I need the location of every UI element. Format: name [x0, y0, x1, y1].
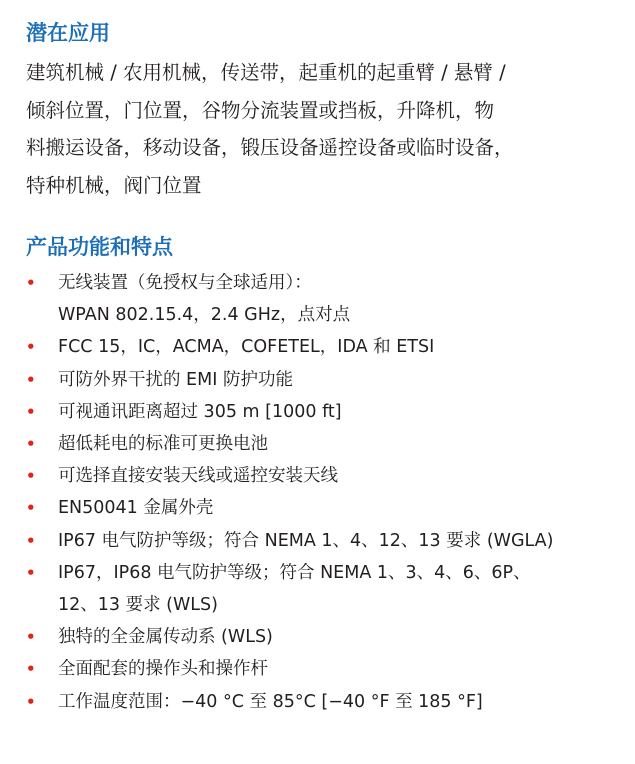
feature-item: [26, 396, 630, 428]
applications-heading: 潜在应用: [26, 21, 110, 45]
bullet-icon: •: [26, 402, 36, 421]
feature-item: [26, 460, 630, 492]
features-list: [26, 267, 630, 718]
feature-item: [26, 331, 630, 363]
feature-line: FCC 15，IC，ACMA，COFETEL，IDA 和 ETSI: [58, 337, 435, 358]
features-heading: 产品功能和特点: [26, 235, 173, 259]
bullet-icon: •: [26, 563, 36, 582]
feature-line: 可防外界干扰的 EMI 防护功能: [58, 369, 293, 390]
feature-item: [26, 621, 630, 653]
bullet-icon: •: [26, 338, 36, 357]
applications-line: 倾斜位置，门位置，谷物分流装置或挡板，升降机，物: [26, 98, 495, 122]
feature-item: [26, 653, 630, 685]
applications-line: 料搬运设备，移动设备，锻压设备遥控设备或临时设备，: [26, 136, 514, 159]
feature-line: 全面配套的操作头和操作杆: [58, 659, 268, 680]
feature-line: 可选择直接安装天线或遥控安装天线: [58, 466, 338, 487]
bullet-icon: •: [26, 660, 36, 679]
feature-line: 可视通讯距离超过 305 m [1000 ft]: [58, 401, 342, 422]
feature-line: 工作温度范围：−40 °C 至 85°C [−40 °F 至 185 °F]: [58, 691, 483, 712]
bullet-icon: •: [26, 274, 36, 292]
feature-line: IP67，IP68 电气防护等级；符合 NEMA 1、3、4、6、6P、: [58, 562, 531, 583]
feature-item: [26, 525, 630, 557]
bullet-icon: •: [26, 531, 36, 550]
feature-item: [26, 428, 630, 460]
feature-line: 12、13 要求 (WLS): [58, 595, 218, 616]
bullet-icon: •: [26, 435, 36, 454]
feature-line: 超低耗电的标准可更换电池: [58, 434, 268, 455]
feature-line: WPAN 802.15.4，2.4 GHz，点对点: [58, 305, 351, 326]
feature-item: [26, 686, 630, 718]
feature-line: IP67 电气防护等级；符合 NEMA 1、4、12、13 要求 (WGLA): [58, 530, 554, 551]
bullet-icon: •: [26, 467, 36, 486]
feature-item: [26, 557, 630, 621]
applications-paragraph: [26, 54, 626, 204]
feature-item: [26, 364, 630, 396]
bullet-icon: •: [26, 628, 36, 647]
feature-item: [26, 267, 630, 331]
applications-line: 建筑机械 / 农用机械，传送带，起重机的起重臂 / 悬臂 /: [26, 61, 506, 84]
feature-item: [26, 492, 630, 524]
feature-line: EN50041 金属外壳: [58, 498, 214, 519]
applications-line: 特种机械，阀门位置: [26, 173, 202, 197]
bullet-icon: •: [26, 692, 36, 711]
bullet-icon: •: [26, 499, 36, 518]
bullet-icon: •: [26, 370, 36, 389]
feature-line: 无线装置（免授权与全球适用）：: [58, 273, 312, 293]
feature-line: 独特的全金属传动系 (WLS): [58, 627, 273, 648]
